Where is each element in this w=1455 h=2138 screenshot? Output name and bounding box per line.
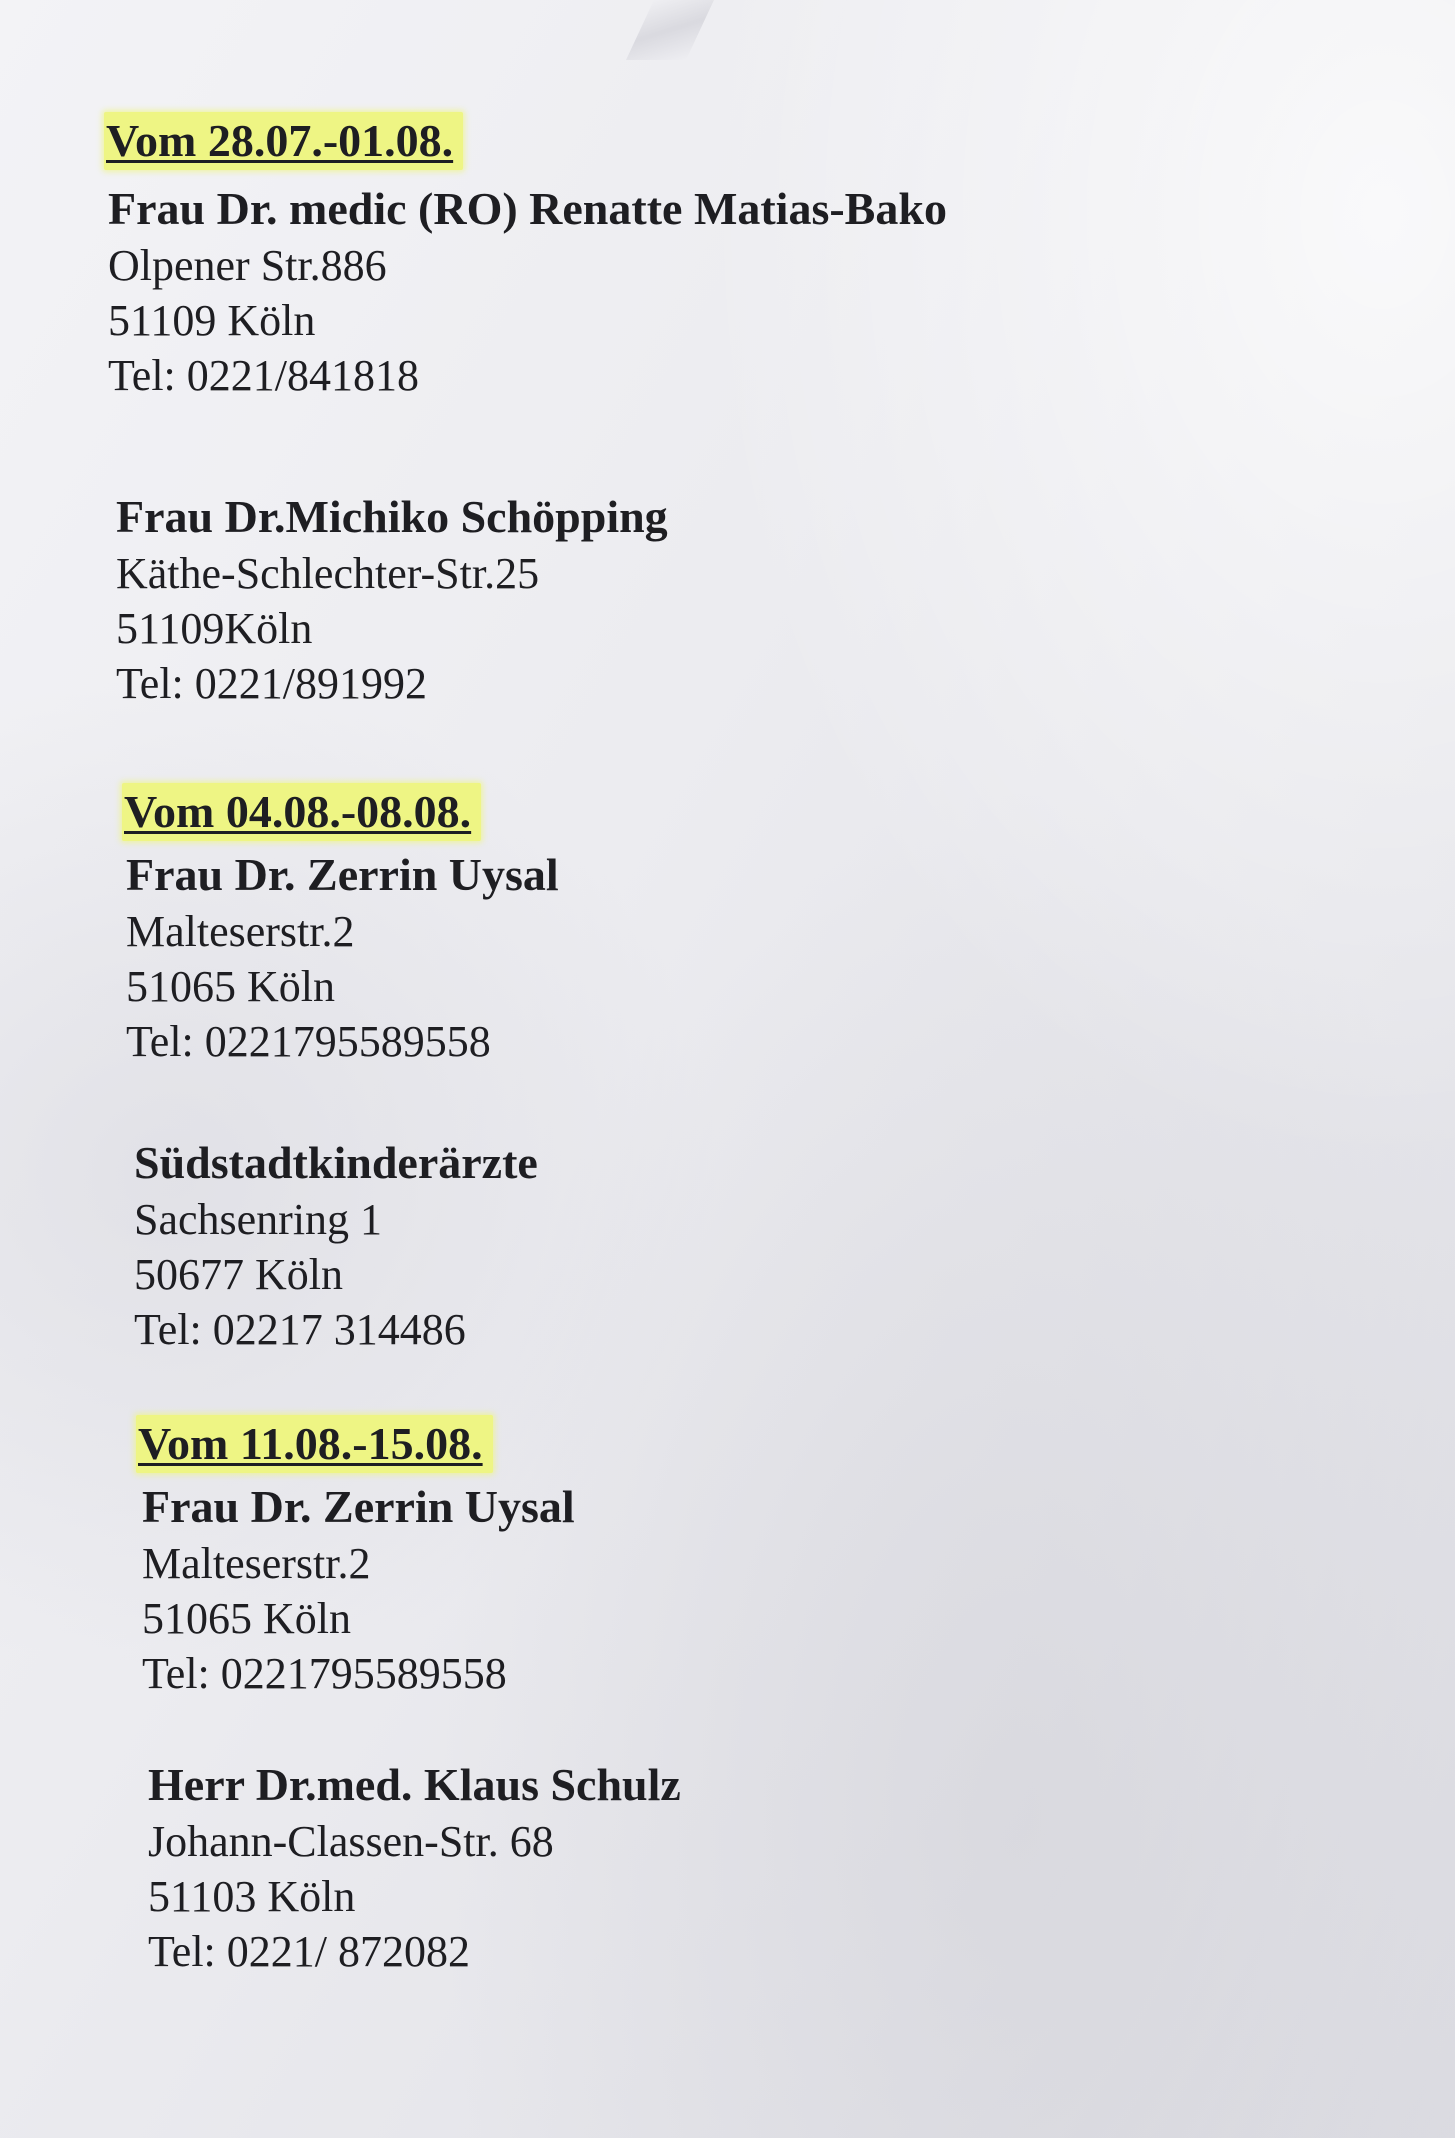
doctor-entry	[148, 1756, 681, 1979]
period-heading-1	[108, 112, 463, 170]
phone-number: Tel: 0221795589558	[142, 1649, 507, 1698]
doctor-entry	[126, 846, 559, 1069]
paper-crease	[626, 0, 714, 60]
street-address: Malteserstr.2	[142, 1539, 371, 1588]
doctor-name: Frau Dr. medic (RO) Renatte Matias-Bako	[108, 183, 947, 234]
postal-city: 51065 Köln	[142, 1594, 351, 1643]
period-heading-3	[140, 1415, 493, 1473]
postal-city: 50677 Köln	[134, 1250, 343, 1299]
postal-city: 51065 Köln	[126, 962, 335, 1011]
postal-city: 51103 Köln	[148, 1872, 356, 1921]
doctor-name: Frau Dr. Zerrin Uysal	[126, 849, 559, 900]
doctor-name: Südstadtkinderärzte	[134, 1137, 538, 1188]
doctor-entry	[134, 1134, 538, 1357]
postal-city: 51109 Köln	[108, 296, 316, 345]
doctor-name: Frau Dr.Michiko Schöpping	[116, 491, 668, 542]
phone-number: Tel: 0221/ 872082	[148, 1927, 471, 1976]
highlighted-date-range: Vom 11.08.-15.08.	[136, 1415, 493, 1473]
street-address: Käthe-Schlechter-Str.25	[116, 549, 540, 598]
street-address: Olpener Str.886	[108, 241, 387, 290]
doctor-name: Frau Dr. Zerrin Uysal	[142, 1481, 575, 1532]
highlighted-date-range: Vom 04.08.-08.08.	[122, 783, 481, 841]
doctor-entry	[116, 488, 668, 711]
doctor-entry	[142, 1478, 575, 1701]
doctor-name: Herr Dr.med. Klaus Schulz	[148, 1759, 681, 1810]
street-address: Sachsenring 1	[134, 1195, 383, 1244]
highlighted-date-range: Vom 28.07.-01.08.	[104, 112, 463, 170]
period-heading-2	[126, 783, 481, 841]
phone-number: Tel: 0221/841818	[108, 351, 420, 400]
phone-number: Tel: 02217 314486	[134, 1305, 466, 1354]
postal-city: 51109Köln	[116, 604, 313, 653]
phone-number: Tel: 0221/891992	[116, 659, 428, 708]
doctor-entry	[108, 180, 947, 403]
phone-number: Tel: 0221795589558	[126, 1017, 491, 1066]
street-address: Malteserstr.2	[126, 907, 355, 956]
street-address: Johann-Classen-Str. 68	[148, 1817, 554, 1866]
